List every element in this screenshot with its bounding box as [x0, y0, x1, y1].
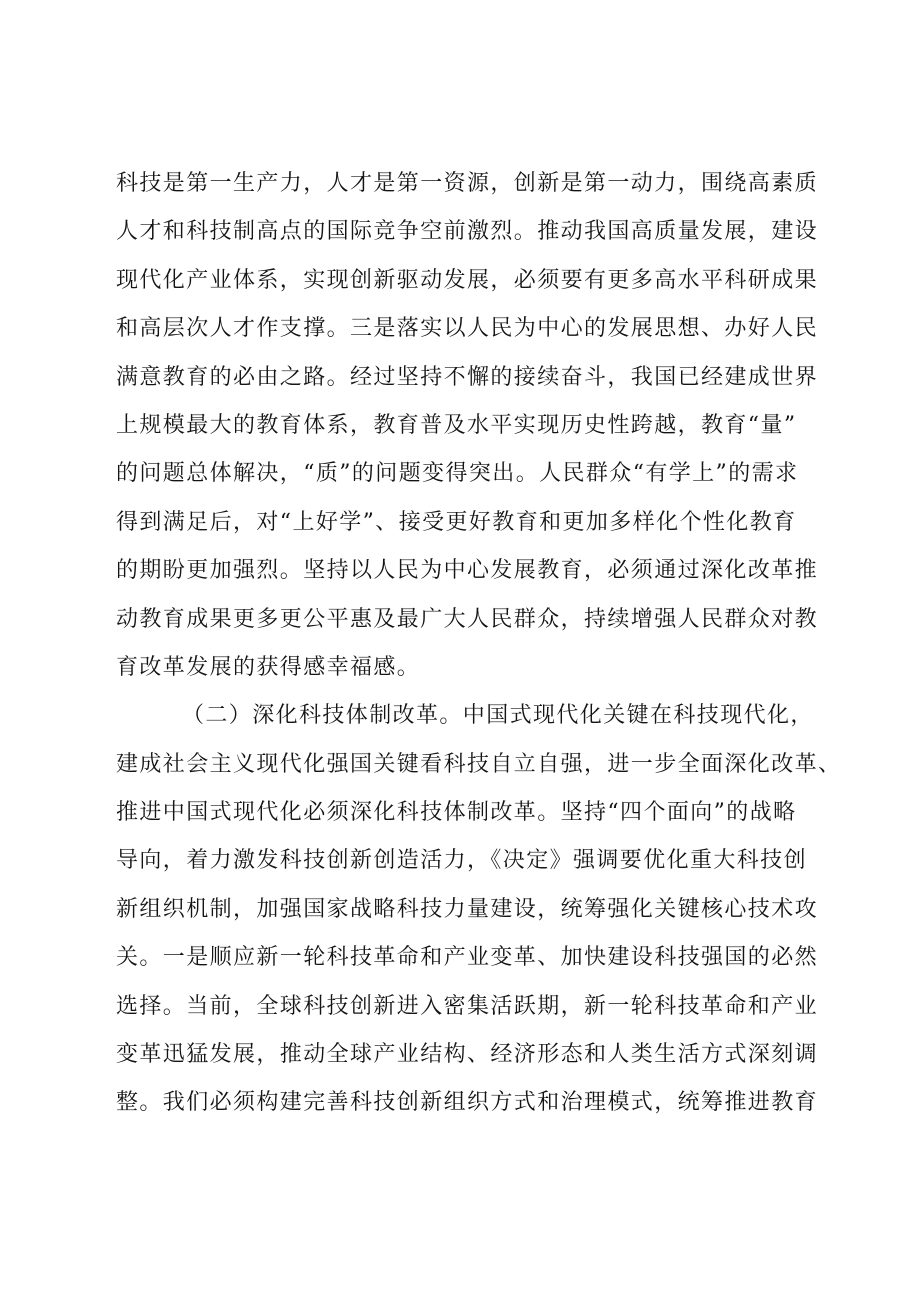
- text-line: 动教育成果更多更公平惠及最广大人民群众，持续增强人民群众对教: [116, 606, 819, 632]
- text-line: 推进中国式现代化必须深化科技体制改革。坚持“四个面向”的战略: [116, 800, 797, 826]
- section-heading-line: （二）深化科技体制改革。中国式现代化关键在科技现代化，: [182, 703, 814, 729]
- text-line: 满意教育的必由之路。经过坚持不懈的接续奋斗，我国已经建成世界: [116, 364, 819, 390]
- text-line: 关。一是顺应新一轮科技革命和产业变革、加快建设科技强国的必然: [116, 945, 819, 971]
- text-line: 得到满足后，对“上好学”、接受更好教育和更加多样化个性化教育: [116, 509, 797, 535]
- body-text: [116, 160, 842, 1128]
- text-line: 育改革发展的获得感幸福感。: [116, 654, 421, 680]
- text-line: 的问题总体解决，“质”的问题变得突出。人民群众“有学上”的需求: [116, 461, 799, 487]
- text-line: 科技是第一生产力，人才是第一资源，创新是第一动力，围绕高素质: [116, 171, 819, 196]
- text-line: 和高层次人才作支撑。三是落实以人民为中心的发展思想、办好人民: [116, 316, 819, 342]
- text-line: 导向，着力激发科技创新创造活力，《决定》强调要优化重大科技创: [116, 848, 808, 874]
- text-line: 的期盼更加强烈。坚持以人民为中心发展教育，必须通过深化改革推: [116, 558, 819, 584]
- text-line: 建成社会主义现代化强国关键看科技自立自强，进一步全面深化改革、: [116, 751, 842, 777]
- text-line: 现代化产业体系，实现创新驱动发展，必须要有更多高水平科研成果: [116, 267, 819, 293]
- text-line: 整。我们必须构建完善科技创新组织方式和治理模式，统筹推进教育: [116, 1090, 819, 1116]
- text-line: 新组织机制，加强国家战略科技力量建设，统筹强化关键核心技术攻: [116, 896, 819, 922]
- text-line: 变革迅猛发展，推动全球产业结构、经济形态和人类生活方式深刻调: [116, 1042, 819, 1068]
- text-line: 选择。当前，全球科技创新进入密集活跃期，新一轮科技革命和产业: [116, 993, 819, 1019]
- text-line: 上规模最大的教育体系，教育普及水平实现历史性跨越，教育“量”: [116, 412, 797, 438]
- text-line: 人才和科技制高点的国际竞争空前激烈。推动我国高质量发展，建设: [116, 219, 819, 245]
